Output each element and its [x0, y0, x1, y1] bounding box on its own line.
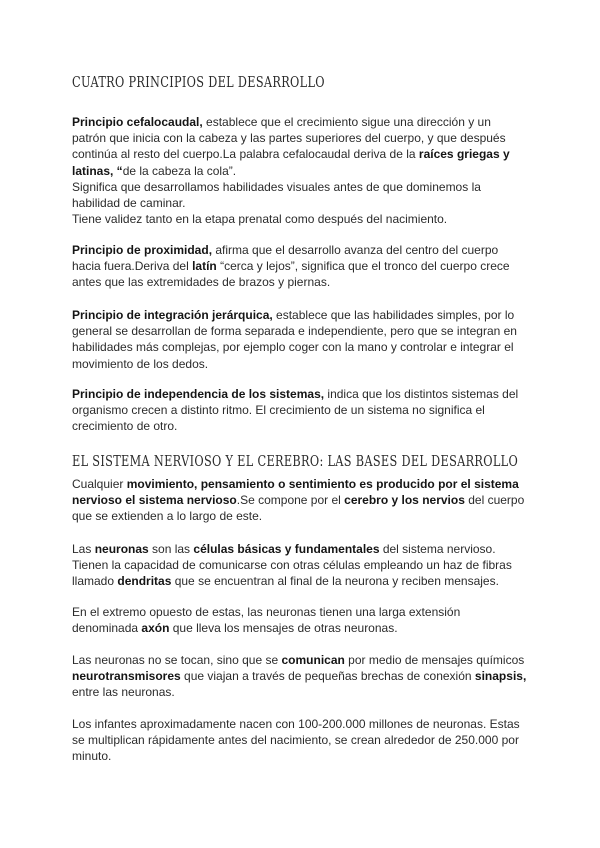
paragraph-nervous-system: Cualquier movimiento, pensamiento o sentimiento es producido por el sistema nervioso el sistema nervioso.Se compone por el cerebro y los nervios del cuerpo que se extienden a lo largo de este. [72, 477, 525, 524]
paragraph-hierarchical-integration: Principio de integración jerárquica, establece que las habilidades simples, por lo general se desarrollan de forma separada e independiente, pero que se integran en habilidades más complejas, por ejemplo coger con la mano y controlar e integrar el movimiento de los dedos. [72, 308, 517, 371]
section-title-principles: CUATRO PRINCIPIOS DEL DESARROLLO [72, 75, 325, 91]
section-title-nervous-system: EL SISTEMA NERVIOSO Y EL CEREBRO: LAS BASES DEL DESARROLLO [72, 454, 519, 470]
paragraph-system-independence: Principio de independencia de los sistemas, indica que los distintos sistemas del organismo crecen a distinto ritmo. El crecimiento de un sistema no significa el crecimiento de otro. [72, 387, 519, 434]
paragraph-cephalocaudal: Principio cefalocaudal, establece que el crecimiento sigue una dirección y un patrón que inicia con la cabeza y las partes superiores del cuerpo, y que después continúa al resto del cuerpo.La palabra cefalocaudal deriva de la raíces griegas y latinas, “de la cabeza la cola”. Significa que desarrollamos habilidades visuales antes de que dominemos la habilidad de caminar. Tiene validez tanto en la etapa prenatal como después del nacimiento. [72, 115, 510, 227]
paragraph-synapse: Las neuronas no se tocan, sino que se comunican por medio de mensajes químicos neurotransmisores que viajan a través de pequeñas brechas de conexión sinapsis, entre las neuronas. [72, 653, 527, 700]
term-system-independence: Principio de independencia de los sistemas, [72, 387, 325, 401]
term-hierarchical-integration: Principio de integración jerárquica, [72, 308, 273, 322]
paragraph-proximodistal: Principio de proximidad, afirma que el desarrollo avanza del centro del cuerpo hacia fuera.Deriva del latín “cerca y lejos”, significa que el tronco del cuerpo crece antes que las extremidades de brazos y piernas. [72, 243, 510, 290]
paragraph-neurons: Las neuronas son las células básicas y fundamentales del sistema nervioso. Tienen la capacidad de comunicarse con otras células empleando un haz de fibras llamado dendritas que se encuentran al final de la neurona y reciben mensajes. [72, 542, 512, 589]
paragraph-neuron-count: Los infantes aproximadamente nacen con 100-200.000 millones de neuronas. Estas se multiplican rápidamente antes del nacimiento, se crean alrededor de 250.000 por minuto. [72, 717, 520, 764]
paragraph-axon: En el extremo opuesto de estas, las neuronas tienen una larga extensión denominada axón que lleva los mensajes de otras neuronas. [72, 605, 461, 636]
term-cephalocaudal: Principio cefalocaudal, [72, 115, 203, 129]
term-proximity: Principio de proximidad, [72, 243, 213, 257]
